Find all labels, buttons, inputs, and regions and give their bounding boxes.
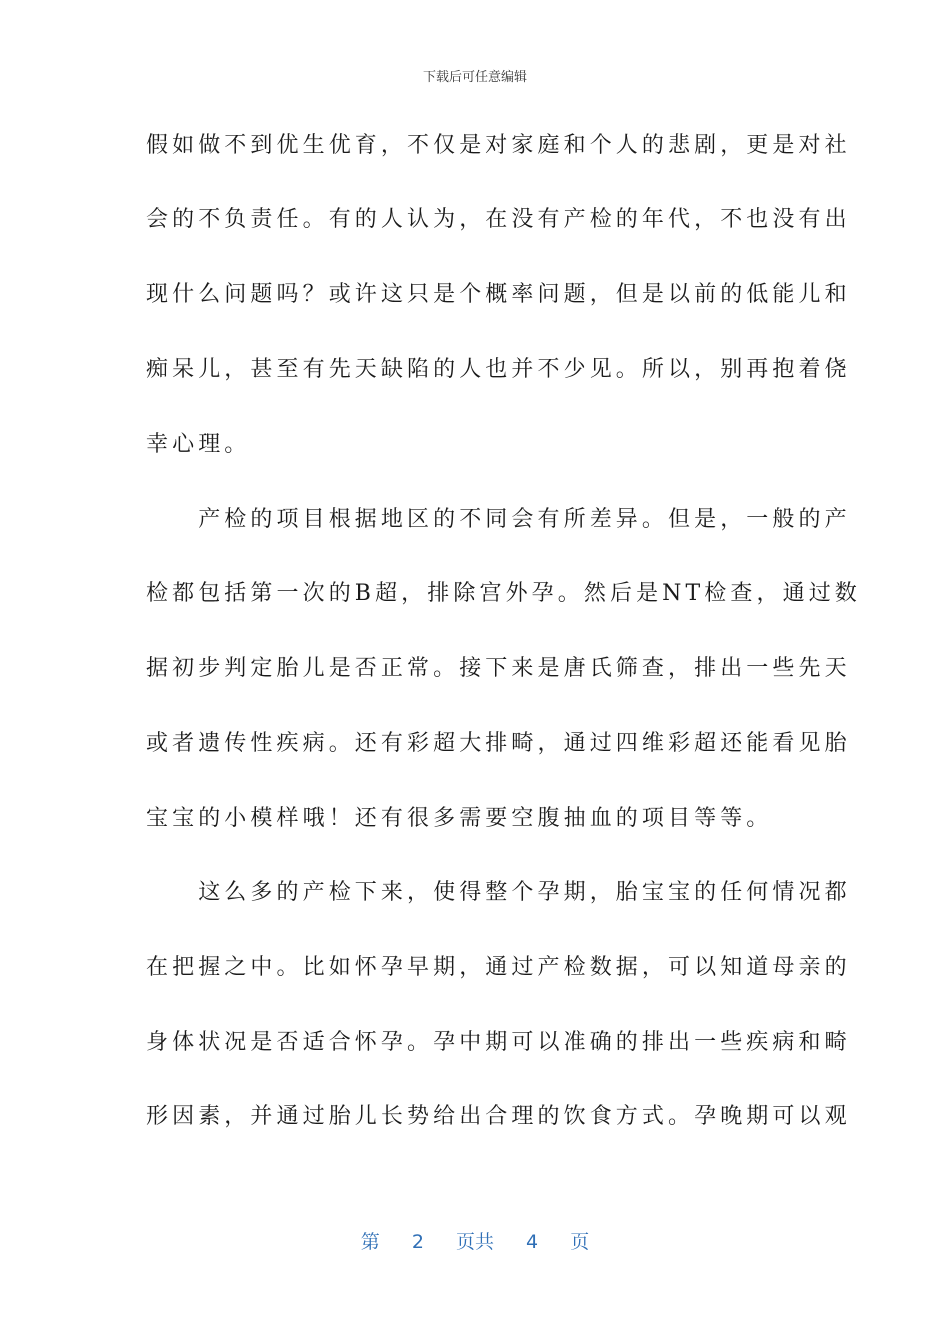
text-line: 假如做不到优生优育，不仅是对家庭和个人的悲剧，更是对社 [146,133,851,158]
text-line: 痴呆儿，甚至有先天缺陷的人也并不少见。所以，别再抱着侥 [146,357,851,382]
text-line: 宝宝的小模样哦！还有很多需要空腹抽血的项目等等。 [146,806,773,831]
text-line: 产检的项目根据地区的不同会有所差异。但是，一般的产 [146,507,851,532]
text-line: 检都包括第一次的B超，排除宫外孕。然后是NT检查，通过数 [146,581,861,606]
text-line: 形因素，并通过胎儿长势给出合理的饮食方式。孕晚期可以观 [146,1104,851,1129]
text-line: 现什么问题吗？或许这只是个概率问题，但是以前的低能儿和 [146,282,851,307]
footer-page-label: 第 [360,1231,380,1253]
text-line: 这么多的产检下来，使得整个孕期，胎宝宝的任何情况都 [146,880,851,905]
footer-of-label: 页共 [455,1231,494,1253]
text-line: 在把握之中。比如怀孕早期，通过产检数据，可以知道母亲的 [146,955,851,980]
text-line: 会的不负责任。有的人认为，在没有产检的年代，不也没有出 [146,207,851,232]
text-line: 或者遗传性疾病。还有彩超大排畸，通过四维彩超还能看见胎 [146,731,851,756]
text-line: 身体状况是否适合怀孕。孕中期可以准确的排出一些疾病和畸 [146,1030,851,1055]
footer-current-page: 2 [411,1231,424,1253]
page-header: 下载后可任意编辑 [422,70,527,85]
footer-total-pages: 4 [526,1231,539,1253]
page-footer [0,1227,950,1254]
text-line: 据初步判定胎儿是否正常。接下来是唐氏筛查，排出一些先天 [146,656,851,681]
footer-end-label: 页 [570,1231,590,1253]
text-line: 幸心理。 [146,432,251,457]
